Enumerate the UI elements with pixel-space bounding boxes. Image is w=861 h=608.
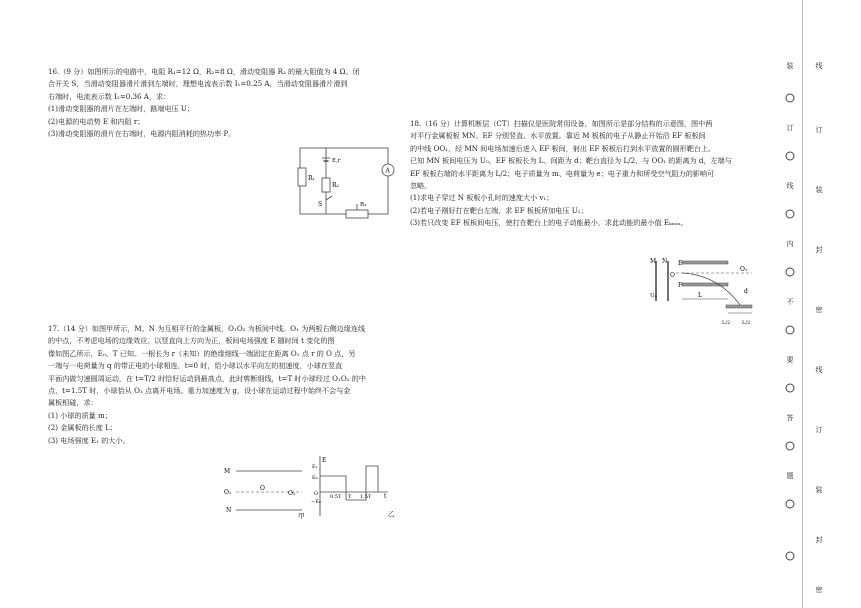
binding-char: 装 [815,486,823,494]
point-o-label: O [260,485,265,492]
tick-05t: 0.5T [330,494,342,500]
tick-t: T [348,494,352,500]
q17-line: 17.（14 分）如图甲所示，M、N 为互相平行的金属板，O₁O₂ 为板间中线。O₁ 为两板右侧边缘连线 [48,324,366,333]
e1-label: E₁ [312,464,318,470]
q16-line: 16.（9 分）如图所示的电路中，电阻 R₁=12 Ω，R₂=8 Ω，滑动变阻器 R₃ 的最大阻值为 4 Ω。闭 [48,67,360,76]
point-o2-label: O₂ [288,490,296,497]
figure-a-caption: 甲 [298,512,305,520]
target-platform [726,305,752,308]
r2-label: R₂ [332,182,339,189]
plate-e [682,261,728,264]
q17-line: 点，t=1.5T 时，小球恰从 O₁ 点离开电场。重力加速度为 g，设小球在运动过程中始终不会与金 [48,386,351,396]
binding-line-right [802,0,861,608]
r3-rheostat [346,210,368,218]
question-18 [410,118,755,230]
q17-line: 像如图乙所示，E₀、T 已知。一根长为 r（未知）的绝缘细线一端固定在距离 O₁ 点 r 的 O 点，另 [48,348,356,358]
binding-margin [772,0,860,608]
binding-char: 不 [786,298,794,306]
binding-char: 线 [815,366,823,374]
binding-char: 题 [786,472,794,480]
q18-line: 对平行金属板板 MN、EF 分别竖直、水平放置。靠近 M 板板的电子从静止开始沿 EF 板板间 [410,131,706,141]
r3-label: R₃ [360,202,367,208]
q16-circuit-figure [296,144,392,222]
q18-line: (2)若电子刚好打在靶台左端，求 EF 板板所加电压 U₁； [410,205,588,215]
l-label: L [698,292,702,299]
q18-line: (3)若只改变 EF 板板间电压，使打在靶台上的电子动能最小，求此动能的最小值 Eₖₘᵢₙ。 [410,218,688,228]
binding-char: 线 [786,182,794,190]
q17-line: 的中点，不考虑电场的边缘效应。以竖直向上方向为正，板间电场强度 E 随时间 t 变化的图 [48,336,335,346]
q16-line: 合开关 S，当滑动变阻器滑片滑到左端时，理想电流表示数 I₁=0.25 A，当滑动变阻器滑片滑到 [48,79,348,89]
point-o-label: O [670,272,675,279]
q16-line: (3)滑动变阻器的滑片在右端时，电源内阻消耗的热功率 P。 [48,129,236,139]
q18-line: 已知 MN 板间电压为 U₀，EF 板板长为 L、间距为 d；靶台直径为 L/2，与 OO₁ 的距离为 d，左端与 [410,156,732,166]
tick-15t: 1.5T [360,494,372,500]
emf-label: E,r [332,158,341,164]
plate-f [682,283,728,286]
half-l-label-1: L/2 [722,320,731,326]
q18-line: 忽略。 [410,181,432,191]
point-o1-label: O₁ [740,266,748,273]
r2-resistor [322,178,330,192]
origin-label: O [314,491,319,497]
q16-line: (1)滑动变阻器的滑片在左端时，路端电压 U； [48,104,194,114]
binding-char: 内 [786,240,794,248]
q17-line: (1) 小球的质量 m； [48,410,112,420]
u0-label: U₀ [650,293,657,299]
binding-char: 装 [786,62,794,70]
plate-n-label: N [226,507,232,514]
binding-char: 答 [786,414,794,422]
binding-char: 要 [786,356,794,364]
e0-label: E₀ [312,475,318,481]
question-17 [48,323,393,447]
binding-circle-icon [786,442,795,451]
binding-char: 装 [815,186,823,194]
binding-char: 封 [815,246,823,254]
half-l-label-2: L/2 [742,320,751,326]
q16-line: (2)电源的电动势 E 和内阻 r； [48,116,145,126]
q16-line: 右端时，电流表示数 I₂=0.36 A，求： [48,91,171,101]
q17-line: (2) 金属板的长度 L； [48,423,117,433]
switch-blade [326,196,332,200]
binding-char: 封 [815,536,823,544]
plate-e-label: E [678,260,683,267]
binding-circle-icon [786,552,795,561]
binding-circle-icon [786,384,795,393]
binding-char: 密 [815,306,823,314]
q17-line: 平面内做匀速圆周运动，在 t=T/2 时恰好运动到最高点，此时剪断细线，t=T 时小球经过 O₁O₂ 的中 [48,373,366,383]
binding-circle-icon [786,268,795,277]
q17-figure-a [222,460,312,520]
binding-circle-icon [786,152,795,161]
q18-line: EF 板板右端的水平距离为 L/2；电子质量为 m、电荷量为 e；电子重力和所受空气阻力的影响可 [410,168,715,178]
binding-char: 线 [815,62,823,70]
binding-circle-icon [786,210,795,219]
binding-char: 订 [815,126,823,134]
d-label: d [744,288,748,295]
binding-circle-icon [786,94,795,103]
q18-ct-figure [648,253,760,329]
binding-circle-icon [786,500,795,509]
neg-e0-label: −E₀ [311,499,321,505]
binding-circle-icon [786,326,795,335]
binding-char: 订 [815,426,823,434]
binding-char: 订 [786,124,794,132]
q18-line: (1)求电子穿过 N 板板小孔时的速度大小 v₁； [410,193,554,203]
point-o1-label: O₁ [224,489,232,496]
q17-line: 一端与一电荷量为 q 的带正电的小球相连，t=0 时，给小球以水平向左的初速度，小球在竖直 [48,361,343,371]
q17-figure-b [312,454,404,520]
binding-line-left [772,0,803,608]
r1-label: R₁ [308,175,315,182]
q18-line: 的中线 OO₁，经 MN 间电场加速后进入 EF 板间，射出 EF 板板后打到水平放置的圆形靶台上。 [410,143,716,153]
question-16 [48,66,393,140]
q17-line: (3) 电场强度 E₁ 的大小。 [48,435,130,445]
q17-line: 属板相碰，求： [48,398,98,408]
plate-m-label: M [650,258,657,265]
electron-path [682,273,740,305]
plate-f-label: F [678,282,683,289]
plate-m-label: M [224,468,231,475]
t-axis-label: t [384,493,387,500]
r1-resistor [298,168,306,186]
plate-n-label: N [662,258,668,265]
switch-label: S [318,201,323,208]
ammeter-label: A [385,167,390,175]
figure-b-caption: 乙 [388,510,395,518]
binding-char: 密 [815,586,823,594]
q18-line: 18.（16 分）计算机断层（CT）扫描仪是医院常用设备，如图所示是部分结构的示意图，图中两 [410,119,713,128]
e-axis-label: E [322,457,327,464]
